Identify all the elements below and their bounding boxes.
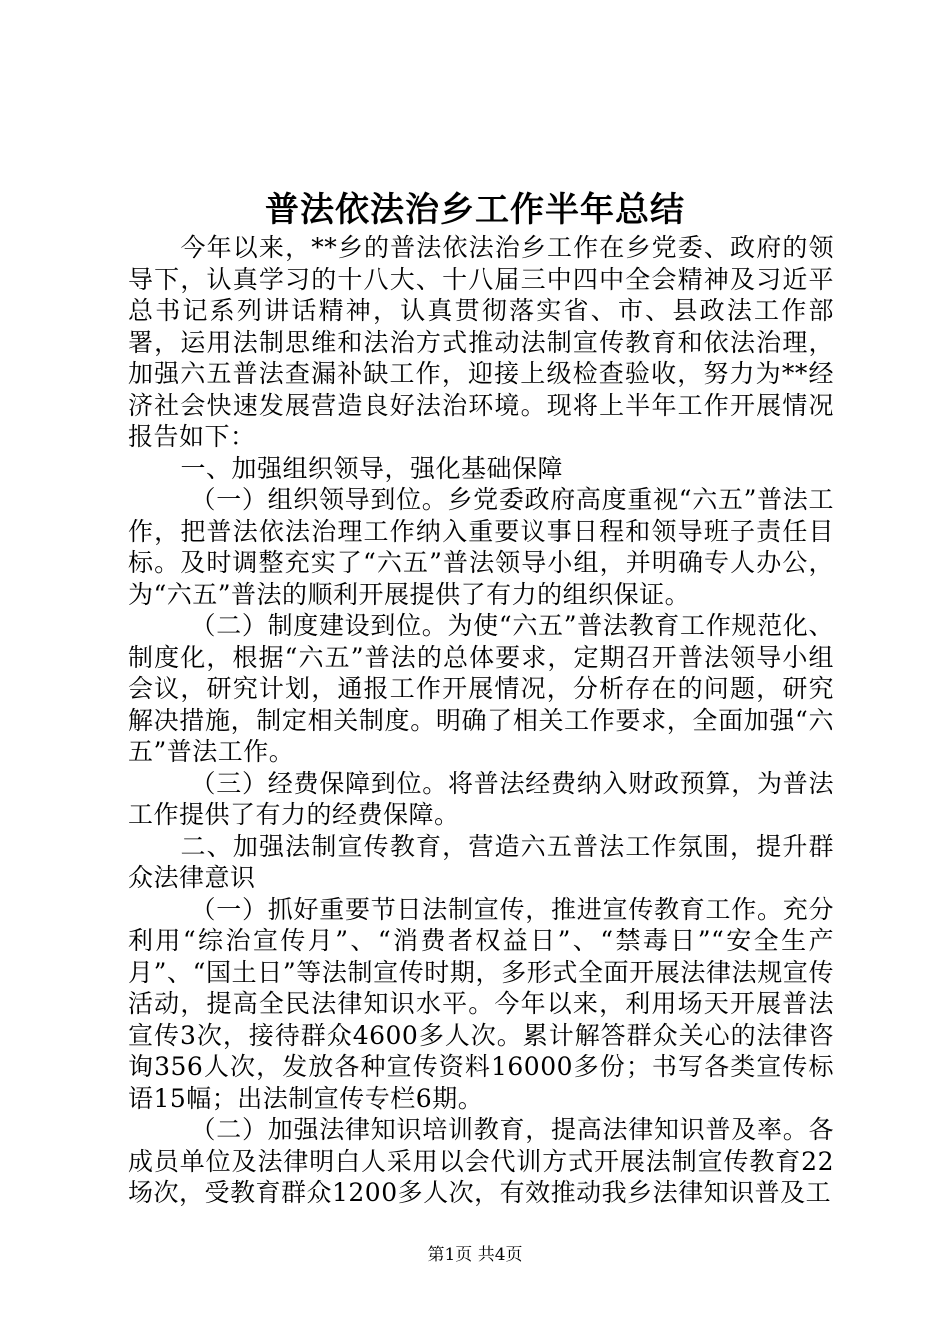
- page-number-footer: 第1页 共4页: [427, 1245, 523, 1265]
- section-heading-1: 一、加强组织领导，强化基础保障: [180, 453, 564, 483]
- subsection-paragraph: （二）加强法律知识培训教育，提高法律知识普及率。各成员单位及法律明白人采用以会代训方式开展法制宣传教育22场次，受教育群众1200多人次，有效推动我乡法律知识普及工: [128, 1115, 834, 1207]
- subsection-paragraph: （一）组织领导到位。乡党委政府高度重视“六五”普法工作，把普法依法治理工作纳入重要议事日程和领导班子责任目标。及时调整充实了“六五”普法领导小组，并明确专人办公，为“六五”普法的顺利开展提供了有力的组织保证。: [128, 485, 834, 609]
- section-heading-2: 二、加强法制宣传教育，营造六五普法工作氛围，提升群众法律意识: [128, 831, 834, 892]
- document-title: 普法依法治乡工作半年总结: [265, 190, 685, 230]
- document-body: [128, 232, 834, 1209]
- subsection-paragraph: （二）制度建设到位。为使“六五”普法教育工作规范化、制度化，根据“六五”普法的总体要求，定期召开普法领导小组会议，研究计划，通报工作开展情况，分析存在的问题，研究解决措施，制定相关制度。明确了相关工作要求，全面加强“六五”普法工作。: [128, 611, 834, 766]
- subsection-paragraph: （三）经费保障到位。将普法经费纳入财政预算，为普法工作提供了有力的经费保障。: [128, 768, 834, 829]
- subsection-paragraph: （一）抓好重要节日法制宣传，推进宣传教育工作。充分利用“综治宣传月”、“消费者权益日”、“禁毒日”“安全生产月”、“国土日”等法制宣传时期，多形式全面开展法律法规宣传活动，提高全民法律知识水平。今年以来，利用场天开展普法宣传3次，接待群众4600多人次。累计解答群众关心的法律咨询356人次，发放各种宣传资料16000多份；书写各类宣传标语15幅；出法制宣传专栏6期。: [128, 894, 834, 1113]
- intro-paragraph: 今年以来，**乡的普法依法治乡工作在乡党委、政府的领导下，认真学习的十八大、十八届三中四中全会精神及习近平总书记系列讲话精神，认真贯彻落实省、市、县政法工作部署，运用法制思维和法治方式推动法制宣传教育和依法治理，加强六五普法查漏补缺工作，迎接上级检查验收，努力为**经济社会快速发展营造良好法治环境。现将上半年工作开展情况报告如下：: [128, 233, 834, 451]
